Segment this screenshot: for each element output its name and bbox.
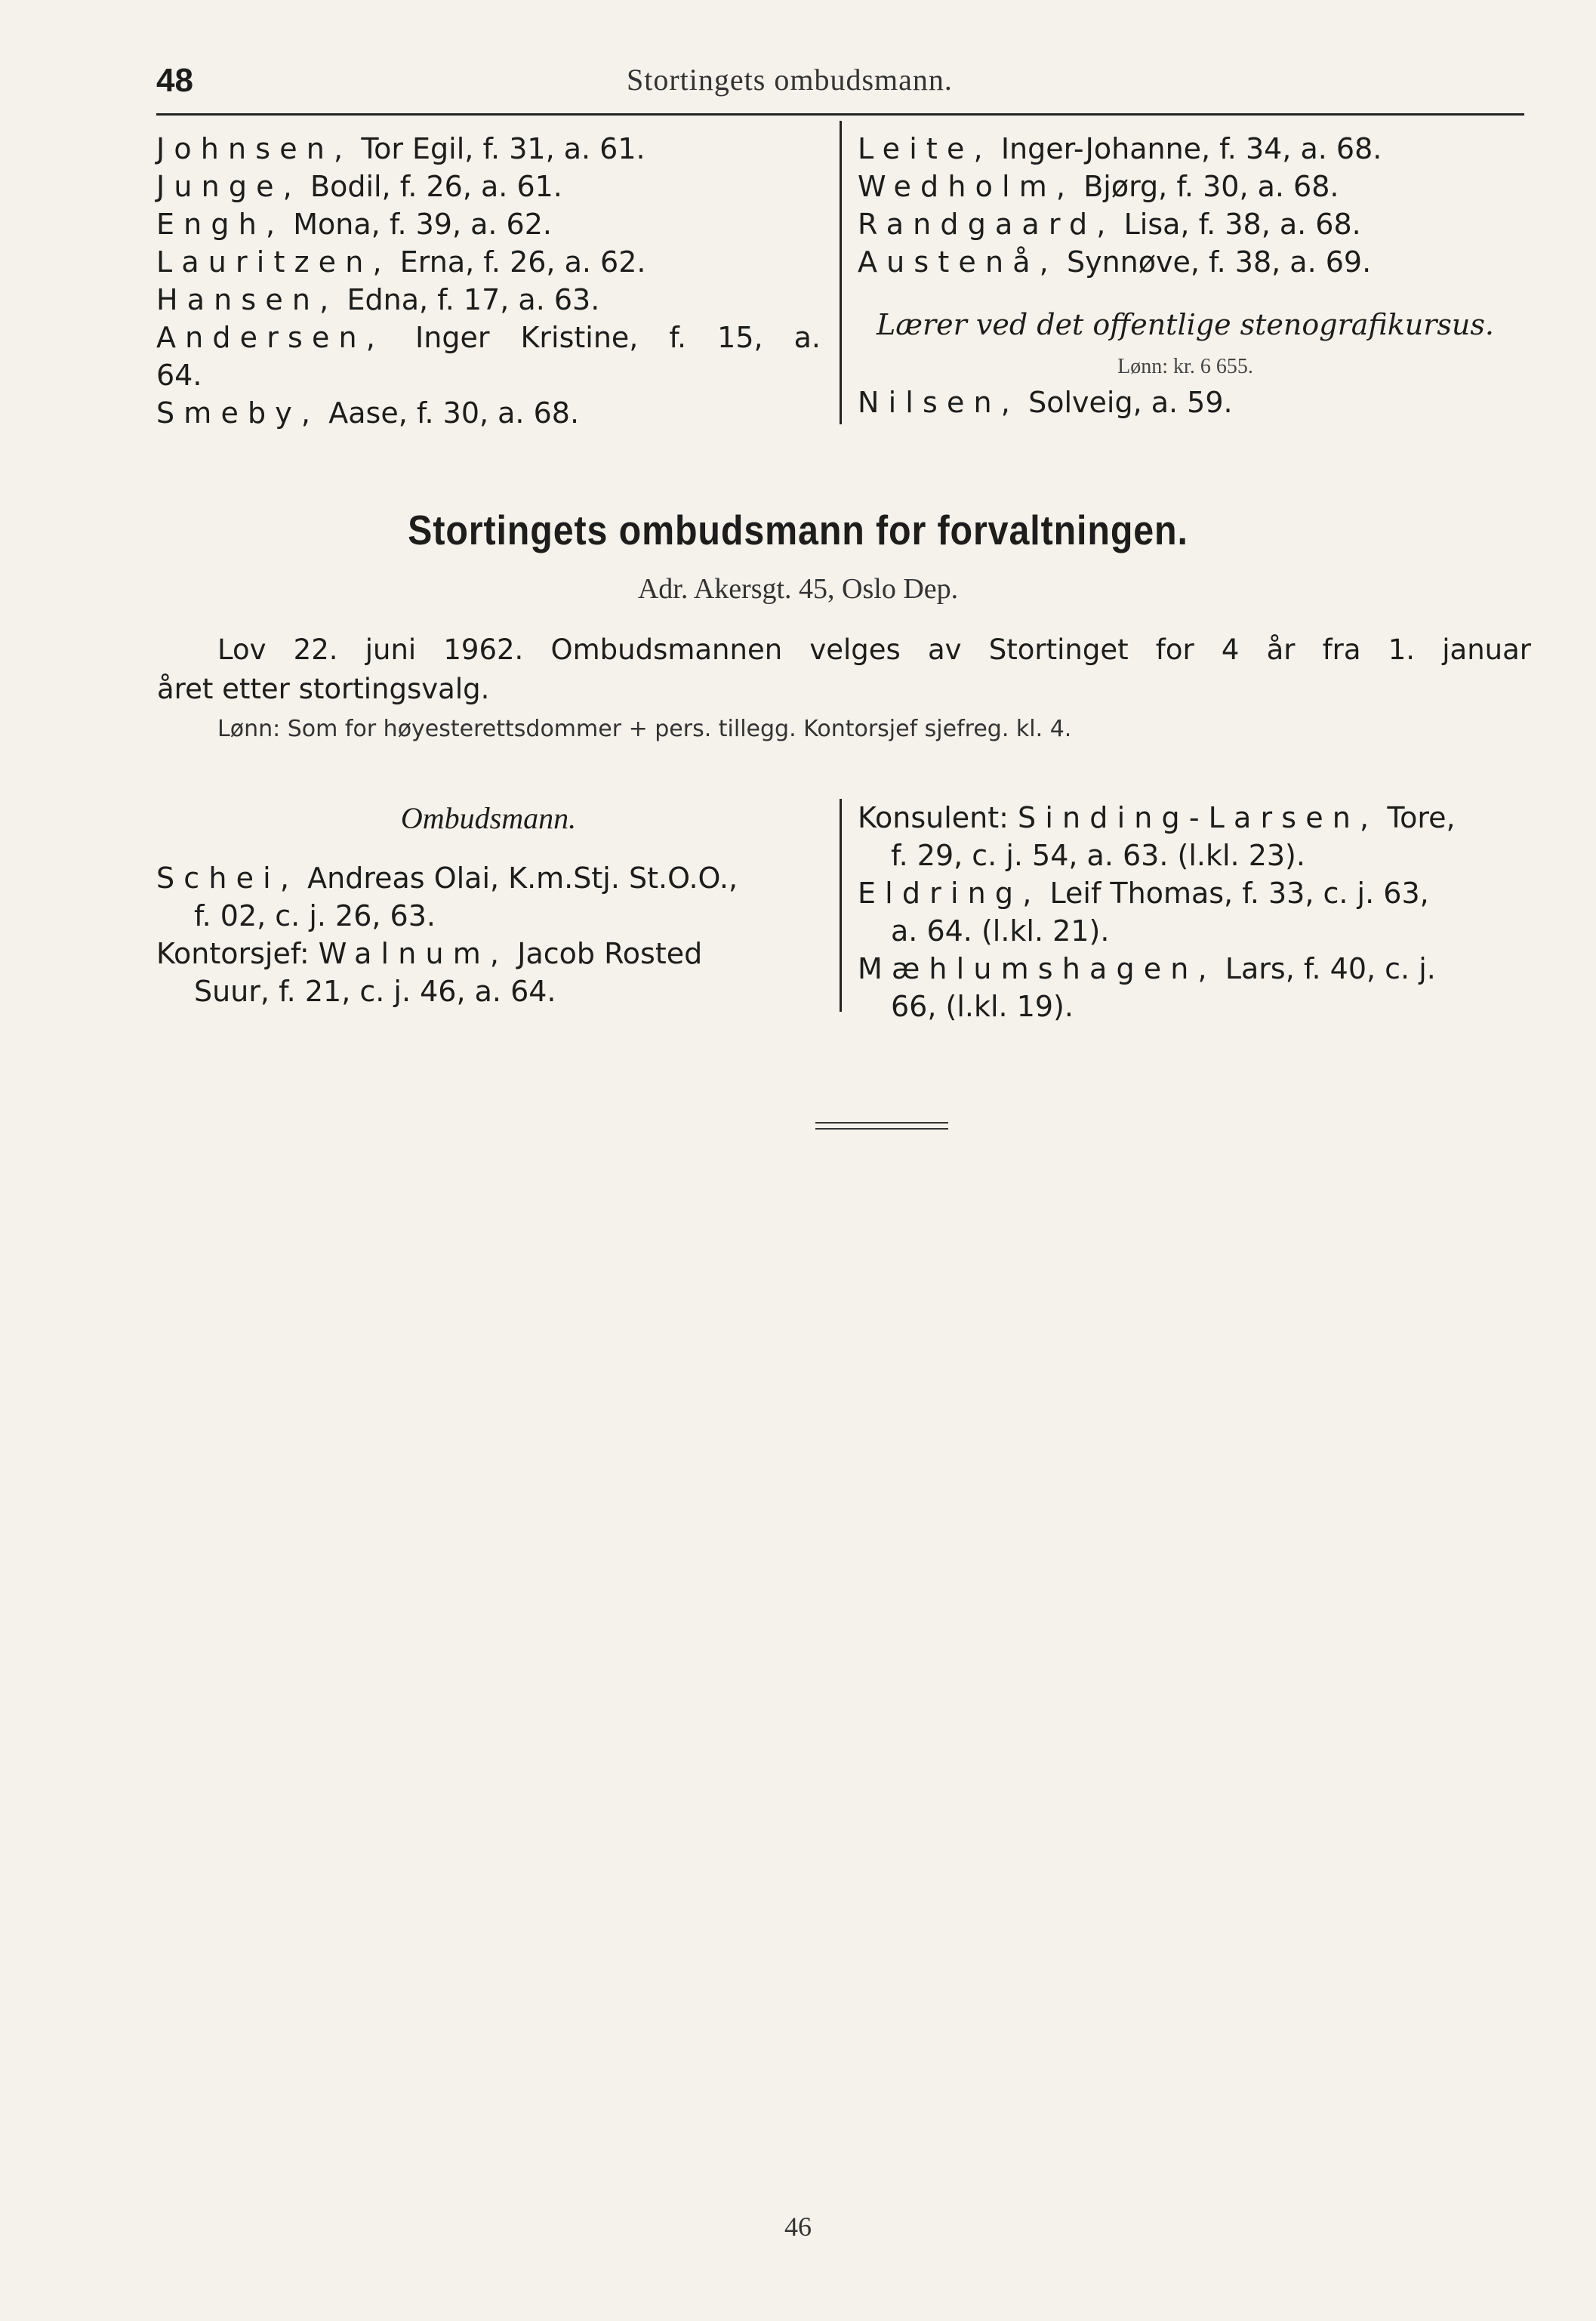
list-item: Konsulent: Sinding-Larsen, Tore, (858, 801, 1456, 834)
list-item: 66, (l.kl. 19). (891, 990, 1074, 1023)
list-item: Engh, Mona, f. 39, a. 62. (156, 208, 552, 241)
top-left-list (156, 130, 821, 432)
end-rule (815, 1128, 948, 1130)
bottom-left-list (156, 859, 821, 1010)
list-item: f. 02, c. j. 26, 63. (194, 899, 436, 932)
footer-page-number: 46 (784, 2212, 812, 2242)
end-rule (815, 1122, 948, 1124)
header-rule (156, 113, 1524, 116)
list-item: Junge, Bodil, f. 26, a. 61. (156, 170, 562, 203)
salary-note: Lønn: Som for høyesterettsdommer + pers. tillegg. Kontorsjef sjefreg. kl. 4. (217, 716, 1072, 742)
column-divider (840, 799, 842, 1012)
salary-note: Lønn: kr. 6 655. (1117, 355, 1253, 378)
law-line-1: Lov 22. juni 1962. Ombudsmannen velges av Stortinget for 4 år fra 1. januar (217, 633, 1531, 666)
list-item: Wedholm, Bjørg, f. 30, a. 68. (858, 170, 1339, 203)
list-item: Mæhlumshagen, Lars, f. 40, c. j. (858, 952, 1436, 985)
address: Adr. Akersgt. 45, Oslo Dep. (637, 573, 959, 605)
law-line-2: året etter stortingsvalg. (157, 673, 490, 705)
list-item: 64. (156, 359, 202, 392)
subheading-ombudsmann: Ombudsmann. (400, 801, 577, 835)
list-item: Leite, Inger-Johanne, f. 34, a. 68. (858, 132, 1382, 165)
list-item: Kontorsjef: Walnum, Jacob Rosted (156, 937, 703, 970)
list-item: Smeby, Aase, f. 30, a. 68. (156, 396, 580, 430)
subheading-stenografikursus: Lærer ved det offentlige stenografikursus. (877, 308, 1494, 341)
page-number: 48 (156, 62, 193, 99)
list-item: Eldring, Leif Thomas, f. 33, c. j. 63, (858, 877, 1429, 910)
list-item: Hansen, Edna, f. 17, a. 63. (156, 283, 600, 316)
list-item: Nilsen, Solveig, a. 59. (858, 386, 1233, 419)
list-item: Austenå, Synnøve, f. 38, a. 69. (858, 245, 1372, 279)
list-item: Schei, Andreas Olai, K.m.Stj. St.O.O., (156, 862, 738, 895)
list-item: Johnsen, Tor Egil, f. 31, a. 61. (156, 132, 645, 165)
top-right-list (858, 130, 1382, 281)
list-item: Andersen, Inger Kristine, f. 15, a. (156, 321, 821, 354)
section-heading: Stortingets ombudsmann for forvaltningen. (408, 507, 1188, 553)
running-title: Stortingets ombudsmann. (627, 63, 953, 97)
bottom-right-list (858, 799, 1456, 1025)
law-text (157, 630, 1531, 709)
list-item: f. 29, c. j. 54, a. 63. (l.kl. 23). (891, 839, 1305, 872)
list-item: a. 64. (l.kl. 21). (891, 914, 1110, 948)
list-item: Lauritzen, Erna, f. 26, a. 62. (156, 245, 646, 279)
list-item: Randgaard, Lisa, f. 38, a. 68. (858, 208, 1361, 241)
list-item: Suur, f. 21, c. j. 46, a. 64. (194, 975, 556, 1008)
